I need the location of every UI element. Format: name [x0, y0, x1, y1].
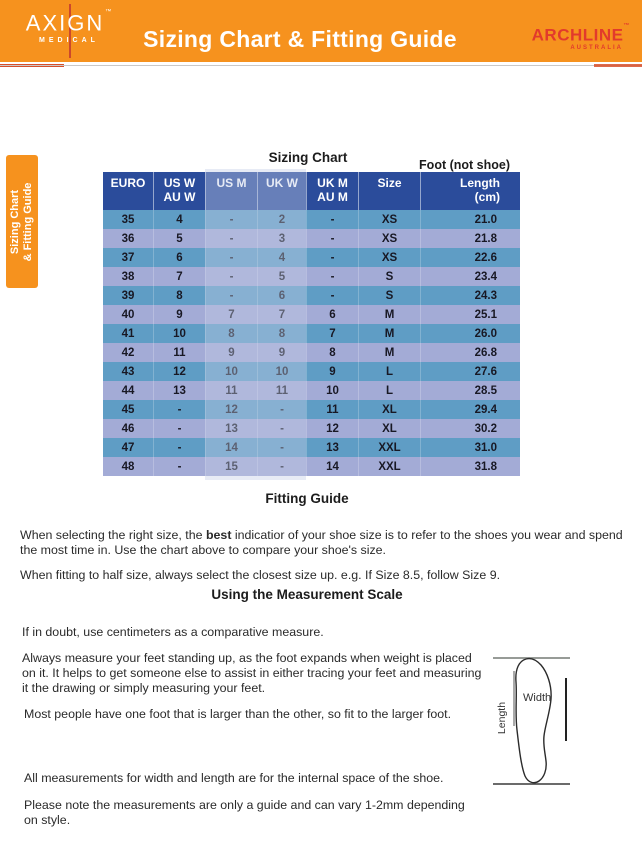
table-cell: XXL — [358, 457, 420, 476]
table-cell: 45 — [121, 403, 135, 416]
column-header — [153, 172, 205, 210]
axign-logo-text: AXIGN — [25, 10, 105, 36]
table-cell: 7 — [205, 305, 257, 324]
table-cell: - — [153, 457, 205, 476]
table-cell: 12 — [205, 400, 257, 419]
table-cell: - — [153, 419, 205, 438]
table-cell: 35 — [121, 213, 135, 226]
column-header-line: Length — [460, 176, 500, 190]
table-cell: - — [205, 267, 257, 286]
table-cell: - — [257, 438, 306, 457]
table-cell: 12 — [153, 362, 205, 381]
table-cell: - — [306, 286, 358, 305]
table-cell: 11 — [257, 381, 306, 400]
page-title: Sizing Chart & Fitting Guide — [143, 26, 457, 52]
table-cell: 23.4 — [420, 267, 520, 286]
table-cell: XL — [358, 400, 420, 419]
paragraph-text: When selecting the right size, the — [20, 528, 206, 543]
table-cell: XS — [358, 210, 420, 229]
table-cell: M — [358, 343, 420, 362]
table-cell: 48 — [121, 460, 135, 473]
side-tab-line1: Sizing Chart — [9, 189, 21, 254]
table-cell: 30.2 — [420, 419, 520, 438]
column-header — [358, 172, 420, 210]
side-tab-line2: & Fitting Guide — [22, 182, 34, 261]
table-cell: 10 — [257, 362, 306, 381]
table-cell: XS — [358, 229, 420, 248]
measurement-paragraph-5: Please note the measurements are only a guide and can vary 1-2mm depending on style. — [24, 798, 465, 828]
table-cell: M — [358, 305, 420, 324]
axign-logo-subtext: MEDICAL — [39, 37, 99, 45]
table-cell: 13 — [205, 419, 257, 438]
trademark-icon: ™ — [105, 9, 114, 15]
table-cell: 12 — [306, 419, 358, 438]
table-cell: 46 — [121, 422, 135, 435]
table-cell: - — [205, 286, 257, 305]
table-cell: 38 — [121, 270, 135, 283]
table-cell: 11 — [153, 343, 205, 362]
fitting-guide-paragraph-1 — [20, 528, 624, 558]
table-cell: 4 — [257, 248, 306, 267]
table-row — [103, 267, 520, 286]
table-cell: 13 — [306, 438, 358, 457]
axign-logo — [22, 9, 116, 44]
table-cell: 2 — [257, 210, 306, 229]
side-tab — [6, 155, 38, 288]
table-cell: - — [257, 419, 306, 438]
table-cell: 6 — [257, 286, 306, 305]
table-cell: - — [306, 229, 358, 248]
sizing-table-header — [103, 172, 520, 210]
column-header — [420, 172, 520, 210]
table-cell: 5 — [257, 267, 306, 286]
column-header-line: US W — [163, 176, 196, 190]
column-header-line: (cm) — [474, 190, 500, 204]
table-cell: 40 — [121, 308, 135, 321]
side-tab-label — [9, 182, 35, 261]
table-cell: 15 — [205, 457, 257, 476]
table-row — [103, 362, 520, 381]
table-cell: - — [257, 457, 306, 476]
table-row — [103, 457, 520, 476]
table-cell: 8 — [153, 286, 205, 305]
table-cell: 41 — [121, 327, 135, 340]
column-header-line: EURO — [110, 176, 146, 190]
table-cell: 7 — [306, 324, 358, 343]
measurement-paragraph-3: Most people have one foot that is larger than the other, so fit to the larger foot. — [24, 707, 452, 722]
table-cell: 10 — [153, 324, 205, 343]
column-header-line: UK M — [317, 176, 348, 190]
table-cell: - — [306, 267, 358, 286]
table-cell: 7 — [153, 267, 205, 286]
column-header-line: AU M — [317, 190, 348, 204]
table-cell: 39 — [121, 289, 135, 302]
table-cell: 10 — [205, 362, 257, 381]
header-rule — [0, 65, 642, 66]
column-header — [103, 172, 153, 210]
table-row — [103, 248, 520, 267]
foot-not-shoe-note: Foot (not shoe) — [419, 158, 510, 172]
column-header-line: UK W — [266, 176, 298, 190]
sizing-table — [103, 172, 520, 476]
table-cell: 14 — [205, 438, 257, 457]
column-header — [205, 172, 257, 210]
sizing-chart-title: Sizing Chart — [268, 150, 348, 165]
trademark-icon: ™ — [623, 23, 630, 29]
measurement-paragraph-2: Always measure your feet standing up, as the foot expands when weight is placed on it. It helps to get someone else to assist in either tracing your feet and measuring it the drawing or simply measuring your feet. — [22, 651, 482, 696]
archline-logo-text: ARCHLINE — [531, 25, 624, 45]
archline-logo-name — [498, 25, 630, 44]
table-cell: 13 — [153, 381, 205, 400]
table-cell: 26.0 — [420, 324, 520, 343]
table-cell: 26.8 — [420, 343, 520, 362]
table-cell: 9 — [306, 362, 358, 381]
archline-logo — [498, 25, 630, 51]
table-cell: 22.6 — [420, 248, 520, 267]
table-cell: - — [205, 248, 257, 267]
table-cell: XL — [358, 419, 420, 438]
table-row — [103, 229, 520, 248]
header-banner — [0, 0, 642, 62]
table-cell: 9 — [205, 343, 257, 362]
width-label: Width — [523, 692, 552, 704]
table-cell: 8 — [257, 324, 306, 343]
sizing-table-body — [103, 210, 520, 476]
table-row — [103, 419, 520, 438]
table-row — [103, 324, 520, 343]
table-cell: 21.8 — [420, 229, 520, 248]
table-cell: - — [205, 229, 257, 248]
table-cell: 10 — [306, 381, 358, 400]
fitting-guide-paragraph-2: When fitting to half size, always select the closest size up. e.g. If Size 8.5, follow Size 9. — [20, 568, 501, 583]
fitting-guide-heading: Fitting Guide — [265, 491, 349, 506]
paragraph-text: indicatior of your shoe size is to refer to the shoes you wear and spend the most time in. Use the chart above to compare your shoe's size. — [20, 528, 623, 558]
column-header — [306, 172, 358, 210]
table-cell: 44 — [121, 384, 135, 397]
table-cell: 43 — [121, 365, 135, 378]
column-header — [257, 172, 306, 210]
table-row — [103, 381, 520, 400]
measurement-paragraph-4: All measurements for width and length are for the internal space of the shoe. — [24, 771, 444, 786]
table-cell: XS — [358, 248, 420, 267]
table-cell: 7 — [257, 305, 306, 324]
table-cell: 6 — [153, 248, 205, 267]
table-cell: L — [358, 362, 420, 381]
table-cell: L — [358, 381, 420, 400]
table-cell: 31.8 — [420, 457, 520, 476]
column-header-line: US M — [216, 176, 247, 190]
table-row — [103, 343, 520, 362]
table-cell: 42 — [121, 346, 135, 359]
foot-measurement-diagram — [490, 650, 582, 792]
table-cell: - — [153, 400, 205, 419]
foot-outline — [516, 659, 551, 783]
length-label: Length — [496, 701, 508, 735]
table-cell: XXL — [358, 438, 420, 457]
table-cell: 6 — [306, 305, 358, 324]
table-cell: 8 — [306, 343, 358, 362]
table-cell: 27.6 — [420, 362, 520, 381]
table-cell: 11 — [306, 400, 358, 419]
measurement-paragraph-1: If in doubt, use centimeters as a comparative measure. — [22, 625, 324, 640]
table-cell: 36 — [121, 232, 135, 245]
table-cell: - — [306, 248, 358, 267]
table-cell: 29.4 — [420, 400, 520, 419]
table-cell: 3 — [257, 229, 306, 248]
table-cell: 11 — [205, 381, 257, 400]
table-cell: 28.5 — [420, 381, 520, 400]
table-cell: - — [257, 400, 306, 419]
table-cell: - — [205, 210, 257, 229]
table-cell: 8 — [205, 324, 257, 343]
table-cell: 31.0 — [420, 438, 520, 457]
archline-logo-subtext: AUSTRALIA — [570, 44, 623, 51]
table-cell: S — [358, 267, 420, 286]
table-cell: 37 — [121, 251, 135, 264]
table-cell: 5 — [153, 229, 205, 248]
bold-text: best — [205, 528, 232, 543]
table-cell: M — [358, 324, 420, 343]
table-cell: - — [153, 438, 205, 457]
table-cell: S — [358, 286, 420, 305]
axign-logo-name — [22, 9, 116, 35]
table-cell: 9 — [153, 305, 205, 324]
column-header-line: AU W — [163, 190, 196, 204]
table-cell: 14 — [306, 457, 358, 476]
header-rule-right-accent — [594, 64, 642, 67]
table-row — [103, 400, 520, 419]
table-cell: 47 — [121, 441, 135, 454]
table-cell: 24.3 — [420, 286, 520, 305]
table-row — [103, 210, 520, 229]
table-cell: 21.0 — [420, 210, 520, 229]
table-row — [103, 438, 520, 457]
column-header-line: Size — [377, 176, 402, 190]
measurement-scale-heading: Using the Measurement Scale — [211, 587, 403, 602]
table-row — [103, 286, 520, 305]
table-cell: 25.1 — [420, 305, 520, 324]
table-cell: 4 — [153, 210, 205, 229]
table-row — [103, 305, 520, 324]
table-cell: - — [306, 210, 358, 229]
table-cell: 9 — [257, 343, 306, 362]
